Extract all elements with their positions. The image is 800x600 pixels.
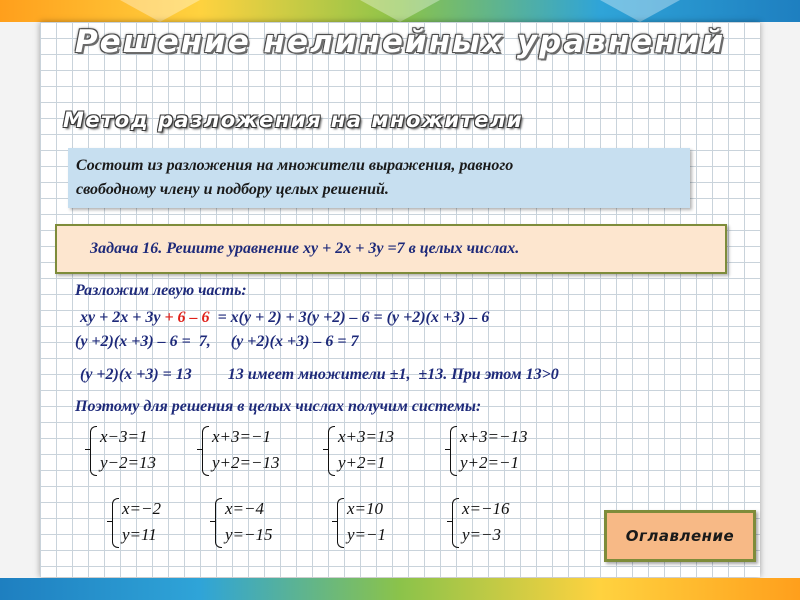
solution-3 bbox=[337, 496, 386, 548]
band-triangle bbox=[360, 0, 440, 22]
table-of-contents-button[interactable]: Оглавление bbox=[604, 510, 756, 562]
system-4 bbox=[450, 424, 528, 476]
slide-title: Решение нелинейных уравнений bbox=[74, 24, 726, 60]
system-equation: y+2=−13 bbox=[212, 453, 280, 472]
system-2 bbox=[202, 424, 280, 476]
solution-equation: y=−15 bbox=[225, 525, 273, 544]
system-equation: y−2=13 bbox=[100, 453, 156, 472]
system-equation: x−3=1 bbox=[100, 427, 148, 446]
solution-step-2: (y +2)(x +3) – 6 = 7, (y +2)(x +3) – 6 = 7 bbox=[75, 333, 359, 350]
brace-icon bbox=[90, 426, 97, 476]
system-1 bbox=[90, 424, 156, 476]
brace-icon bbox=[202, 426, 209, 476]
band-triangle bbox=[120, 0, 200, 22]
solution-equation: y=−3 bbox=[462, 525, 501, 544]
solution-equation: x=−2 bbox=[122, 499, 161, 518]
bottom-decorative-band bbox=[0, 578, 800, 600]
top-decorative-band bbox=[0, 0, 800, 22]
brace-icon bbox=[112, 498, 119, 548]
solution-equation: x=−4 bbox=[225, 499, 264, 518]
step1-part-b: = x(y + 2) + 3(y +2) – 6 = (y +2)(x +3) – 6 bbox=[209, 309, 490, 326]
brace-icon bbox=[450, 426, 457, 476]
system-equation: x+3=−1 bbox=[212, 427, 271, 446]
brace-icon bbox=[215, 498, 222, 548]
brace-icon bbox=[452, 498, 459, 548]
solution-step-1 bbox=[80, 309, 489, 327]
system-equation: x+3=13 bbox=[338, 427, 394, 446]
band-triangle bbox=[600, 0, 680, 22]
brace-icon bbox=[328, 426, 335, 476]
slide-subtitle: Метод разложения на множители bbox=[63, 108, 524, 132]
solution-conclusion: Поэтому для решения в целых числах получим системы: bbox=[75, 398, 482, 415]
solution-equation: x=10 bbox=[347, 499, 384, 518]
solution-4 bbox=[452, 496, 510, 548]
solution-2 bbox=[215, 496, 273, 548]
brace-icon bbox=[337, 498, 344, 548]
solution-equation: y=−1 bbox=[347, 525, 386, 544]
method-description bbox=[68, 148, 690, 208]
system-equation: y+2=−1 bbox=[460, 453, 519, 472]
step1-highlight: + 6 – 6 bbox=[164, 309, 210, 326]
system-equation: y+2=1 bbox=[338, 453, 386, 472]
description-line-2: свободному члену и подбору целых решений. bbox=[76, 181, 389, 198]
description-line-1: Состоит из разложения на множители выражения, равного bbox=[76, 157, 514, 174]
solution-equation: y=11 bbox=[122, 525, 157, 544]
task-statement: Задача 16. Решите уравнение xy + 2x + 3y =7 в целых числах. bbox=[55, 224, 727, 274]
system-equation: x+3=−13 bbox=[460, 427, 528, 446]
solution-step-3: (y +2)(x +3) = 13 13 имеет множители ±1, ±13. При этом 13>0 bbox=[80, 366, 559, 383]
system-3 bbox=[328, 424, 394, 476]
solution-intro: Разложим левую часть: bbox=[75, 282, 247, 299]
solution-1 bbox=[112, 496, 161, 548]
solution-equation: x=−16 bbox=[462, 499, 510, 518]
step1-part-a: xy + 2x + 3y bbox=[80, 309, 165, 326]
